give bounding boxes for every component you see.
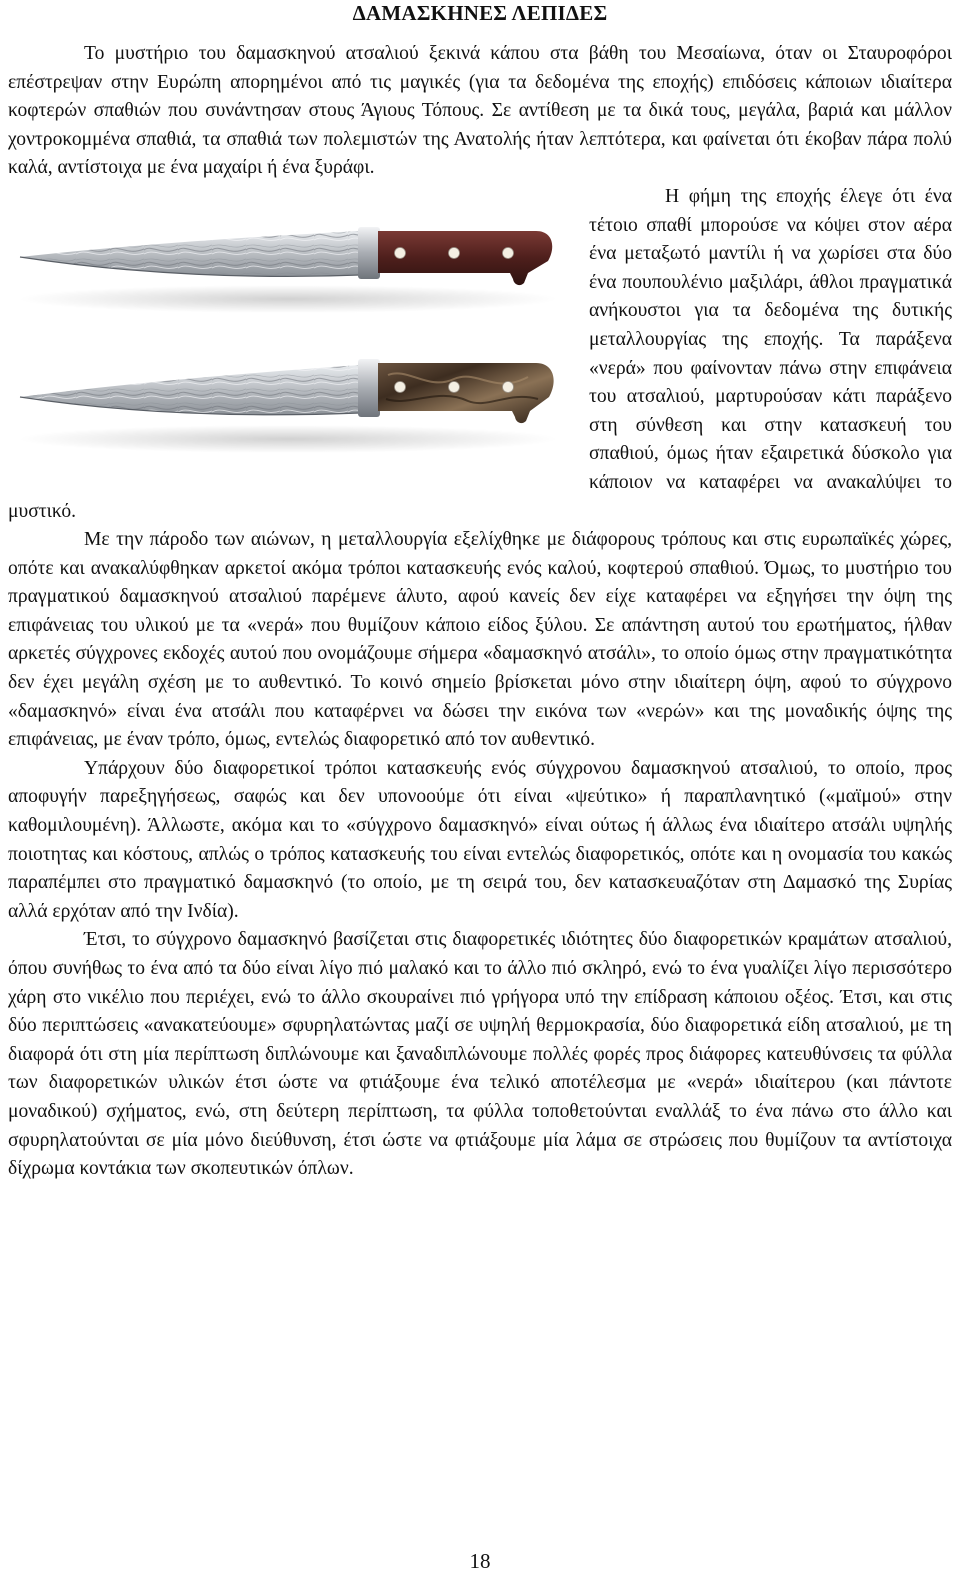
paragraph-4: Υπάρχουν δύο διαφορετικοί τρόποι κατασκευής ενός σύγχρονου δαμασκηνού ατσαλιού, το οποίο, προς αποφυγήν παρεξηγήσεως, σαφώς και δεν υπονοούμε ότι είναι «ψεύτικο» ή παραπλανητικό («μαϊμού» στην καθομιλουμένη). Άλλωστε, ακόμα και το «σύγχρονο δαμασκηνό» είναι ούτως ή άλλως ένα ιδιαίτερο ατσάλι υψηλής ποιοτητας και κόστους, απλώς ο τρόπος κατασκευής του είναι εντελώς διαφορετικός, οπότε και η ονομασία του κακώς παραπέμπει στο πραγματικό δαμασκηνό (το οποίο, με τη σειρά του, δεν κατασκευαζόταν στη Δαμασκό της Συρίας αλλά ερχόταν από την Ινδία). <box>8 757 952 922</box>
page-number: 18 <box>469 1549 491 1573</box>
paragraph-3: Με την πάροδο των αιώνων, η μεταλλουργία εξελίχθηκε με διάφορους τρόπους και στις ευρωπαϊκές χώρες, οπότε και ανακαλύφθηκαν αρκετοί ακόμα τρόποι κατασκευής ενός καλού, κοφτερού σπαθιού. Όμως, το μυστήριο του πραγματικού δαμασκηνού ατσαλιού παρέμενε άλυτο, αφού κανείς δεν είχε καταφέρει να εξηγήσει την όψη της επιφάνειας του υλικού με τα «νερά» που θυμίζουν κάποιο είδος ξύλου. Σε απάντηση αυτού του ερωτήματος, ήλθαν αρκετές σύγχρονες εκδοχές αυτού που ονομάζουμε σήμερα «δαμασκηνό ατσάλι», το οποίο όμως στην πραγματικότητα δεν έχει μεγάλη σχέση με το αυθεντικό. Το κοινό σημείο βρίσκεται μόνο στην ιδιαίτερη όψη, αφού το σύγχρονο «δαμασκηνό» είναι ένα ατσάλι που καταφέρνει να δώσει την εικόνα των «νερών» και της μοναδικής όψης της επιφάνειας, με έναν τρόπο, όμως, εντελώς διαφορετικό από τον αυθεντικό. <box>8 529 952 751</box>
paragraph-1: Το μυστήριο του δαμασκηνού ατσαλιού ξεκινά κάπου στα βάθη του Μεσαίωνα, όταν οι Σταυροφόροι επέστρεψαν στην Ευρώπη απορημένοι από τις μαγικές (για τα δεδομένα της εποχής) επιδόσεις κάποιων ιδιαίτερα κοφτερών σπαθιών που συνάντησαν στους Άγιους Τόπους. Σε αντίθεση με τα δικά τους, μεγάλα, βαριά και μάλλον χοντροκομμένα σπαθιά, τα σπαθιά των πολεμιστών της Ανατολής ήταν λεπτότερα, και φαίνεται ότι έκοβαν πάρα πολύ καλά, αντίστοιχα με ένα μαχαίρι ή ένα ξυράφι. <box>8 43 952 179</box>
knife-bottom <box>18 359 558 453</box>
paragraph-5: Έτσι, το σύγχρονο δαμασκηνό βασίζεται στις διαφορετικές ιδιότητες δύο διαφορετικών κραμάτων ατσαλιού, όπου συνήθως το ένα από τα δύο είναι λίγο πιό μαλακό και το άλλο πιό σκληρό, ενώ το ένα γυαλίζει λίγο περισσότερο χάρη στο νικέλιο που περιέχει, ενώ το άλλο σκουραίνει πιό γρήγορα υπό την επίδραση κάποιου οξέος. Έτσι, και στις δύο περιπτώσεις «ανακατεύουμε» σφυρηλατώντας μαζί σε υψηλή θερμοκρασία, δύο διαφορετικά είδη ατσαλιού, με τη διαφορά ότι στη μία περίπτωση διπλώνουμε και ξαναδιπλώνουμε πολλές φορές προς διάφορες κατευθύνσεις τα φύλλα των διαφορετικών υλικών έτσι ώστε να φτιάξουμε ένα τελικό αποτέλεσμα με «νερά» ιδιαίτερου (και πάντοτε μοναδικού) σχήματος, ενώ, στη δεύτερη περίπτωση, τα φύλλα τοποθετούνται εναλλάξ το ένα πάνω στο άλλο και σφυρηλατούνται σε μία μόνο διεύθυνση, έτσι ώστε να φτιάξουμε μία λάμα σε στρώσεις που θυμίζουν τα αντίστοιχα δίχρωμα κοντάκια των σκοπευτικών όπλων. <box>8 929 952 1180</box>
page-title: ΔΑΜΑΣΚΗΝΕΣ ΛΕΠΙΔΕΣ <box>352 1 608 25</box>
document-page <box>8 0 952 1583</box>
damascus-knives-image <box>8 187 575 491</box>
knife-top <box>18 227 558 313</box>
paragraph-2: Η φήμη της εποχής έλεγε ότι ένα τέτοιο σπαθί μπορούσε να κόψει στον αέρα ένα μεταξωτό μαντίλι ή να χωρίσει στα δύο ένα πουπουλένιο μαξιλάρι, άθλοι πραγματικά ανήκουστοι για τα δεδομένα της δυτικής μεταλλουργίας της εποχής. Τα παράξενα «νερά» που φαίνονταν πάνω στην επιφάνεια του ατσαλιού, μαρτυρούσαν κάτι παράξενο στη σύνθεση και στην κατασκευή του σπαθιού, όμως ήταν εξαιρετικά δύσκολο για κάποιον να καταφέρει να ανακαλύψει το μυστικό. <box>8 185 952 522</box>
body-text <box>8 40 952 1184</box>
